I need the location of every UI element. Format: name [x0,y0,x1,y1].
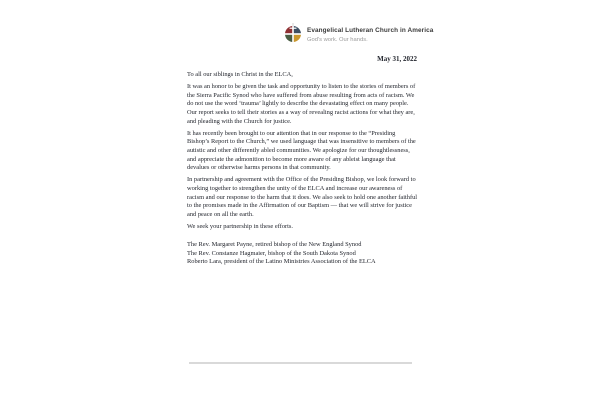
letter-body [187,71,418,267]
signature-block [187,241,418,267]
salutation: To all our siblings in Christ in the ELCA, [187,71,293,78]
footer-divider [189,362,412,364]
paragraph-1: It was an honor to be given the task and opportunity to listen to the stories of members of the Sierra Pacific Synod who have suffered from abuse resulting from acts of racism. We do not use the word ‘trauma’ lightly to describe the devastating effect on many people. Our report seeks to tell their stories as a way of revealing racist actions for what they are, and pleading with the Church for justice. [187,83,416,125]
letterhead-text [307,23,433,44]
letterhead [284,23,433,44]
signatory-1: The Rev. Margaret Payne, retired bishop of the New England Synod [187,240,362,248]
paragraph-3: In partnership and agreement with the Office of the Presiding Bishop, we look forward to working together to strengthen the unity of the ELCA and increase our awareness of racism and our response to the harm that it does. We also seek to hold one another faithful to the promises made in the Affirmation of our Baptism — that we will strive for justice and peace on all the earth. [187,176,418,218]
elca-emblem-icon [284,23,302,44]
org-tagline: God's work. Our hands. [307,36,368,43]
signatory-3: Roberto Lara, president of the Latino Ministries Association of the ELCA [187,258,376,266]
paragraph-2: It has recently been brought to our attention that in our response to the “Presiding Bishop’s Report to the Church,” we used language that was insensitive to members of the autistic and other differently abled communities. We apologize for our thoughtlessness, and appreciate the admonition to become more aware of any ableist language that devalues or otherwise harms persons in that community. [187,129,416,172]
closing-line: We seek your partnership in these efforts. [187,222,294,230]
org-name: Evangelical Lutheran Church in America [307,27,434,34]
letter-date: May 31, 2022 [377,55,417,63]
signatory-2: The Rev. Constanze Hagmaier, bishop of the South Dakota Synod [187,249,356,257]
